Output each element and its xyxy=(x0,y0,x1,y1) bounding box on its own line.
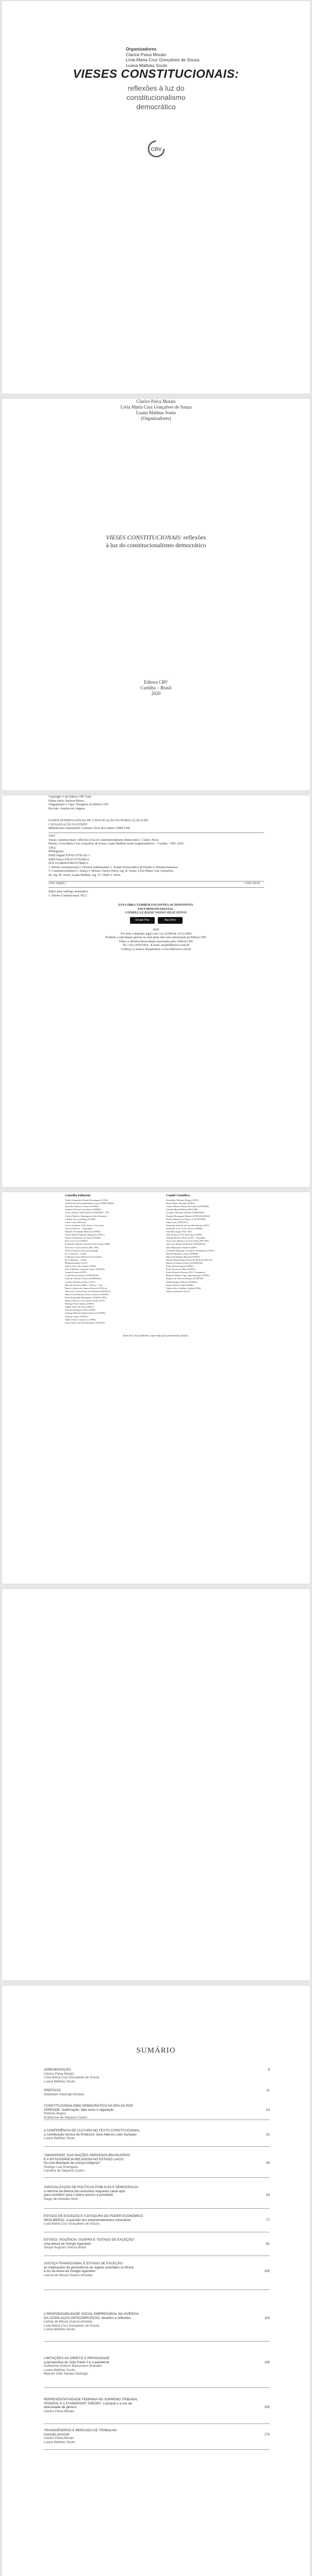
council-page xyxy=(2,1192,310,1584)
council-member: Fernando Antônio de Carvalho Dantas (UFG) xyxy=(166,1224,210,1227)
toc-divider xyxy=(44,2387,270,2388)
cataloging-line: Bibliografia xyxy=(48,850,63,854)
footer-line: Foi feito o depósito legal conf. Lei 10.994 de 14/12/2004 xyxy=(120,932,192,936)
toc-title-text: diversidade de gênero xyxy=(44,2405,77,2410)
toc-entry-title xyxy=(44,2269,270,2274)
toc-author: Lívia Maria Cruz Gonçalves de Souza xyxy=(44,2222,100,2226)
toc-entry-title xyxy=(44,2108,270,2112)
toc-entry-title xyxy=(44,2193,270,2197)
toc-title-text: JUDICIALIZAÇÃO DE POLÍTICAS PÚBLICAS E DEMOCRACIA: xyxy=(44,2185,139,2189)
toc-author: Letícia de Moura Soares Almeida xyxy=(44,2273,93,2277)
toc-entry-title xyxy=(44,2429,270,2433)
toc-author: Clarice Paiva Morais xyxy=(44,2409,74,2413)
cataloging-line: ISBN Digital 978-65-5578-102-1 xyxy=(48,854,90,857)
toc-entry[interactable] xyxy=(44,2214,270,2226)
cataloging-line: 5. Constitucionalismo 6. Justiça I. Morais, Clarice Paiva, org. II. Souza, Lívia Maria Cruz Gonçalves xyxy=(48,870,174,873)
council-member: de La Havana – Cuba) xyxy=(65,1252,87,1255)
footer-line: Proibida a reprodução parcial ou total desta obra sem autorização da Editora CRV xyxy=(105,936,207,940)
council-member: Wilson Steinmetz (UCS) xyxy=(166,1290,190,1293)
toc-entry-title xyxy=(44,2218,270,2223)
index-line: Índice para catálogo sistemático xyxy=(48,890,89,893)
toc-title-text: ESTADO DE EXCEÇÃO E A DITADURA DO PODER ECONÔMICO xyxy=(44,2214,143,2218)
council-member: Guillermo Arias Beatón (Universidade xyxy=(65,1255,102,1258)
toc-page-number: 31 xyxy=(266,2132,270,2137)
toc-entry-title xyxy=(44,2357,270,2361)
cover-page xyxy=(2,1,310,394)
council-member: Andréia da Silva Quintanilha Sousa (UNIR/UFRN) xyxy=(65,1202,114,1205)
toc-entry-title xyxy=(44,2242,270,2246)
council-member: Três de Febrero – Argentina) xyxy=(65,1227,93,1230)
council-member: Rogério de Oliveira Borges (UNIFOR) xyxy=(166,1277,203,1280)
toc-divider xyxy=(44,2341,270,2342)
toc-page-number: 105 xyxy=(264,2269,270,2274)
scientific-heading: Comitê Científico: xyxy=(166,1194,191,1197)
council-member: Carlos Alberto Vilar Estêvão (UMINHO – PT) xyxy=(65,1211,109,1214)
toc-title-text: VERDADE: reafirmação, fake news e regulação xyxy=(44,2108,114,2112)
toc-page-number: 173 xyxy=(264,2432,270,2436)
council-member: Carlos Federico Dominguez Avila (Unieuro) xyxy=(65,1214,107,1217)
toc-title-text: REPRESENTATIVIDADE FEMININA NO SUPREMO TRIBUNAL xyxy=(44,2398,138,2401)
council-member: Maria Cristina dos Santos Bezerra (UFSCar) xyxy=(65,1286,108,1290)
council-member: Daniela Menengoti Ribeiro (UNICESUMAR) xyxy=(166,1214,210,1217)
council-member: Sandra Regina Martini (UFRGS) xyxy=(166,1280,198,1283)
toc-entry[interactable] xyxy=(44,2429,270,2444)
council-member: Pedro Pulzatto Peruzzo (PUC-Campinas) xyxy=(166,1271,205,1274)
council-member: Lídia de Oliveira Xavier (UNIEURO) xyxy=(65,1277,101,1280)
book-subtitle xyxy=(2,83,310,111)
council-member: Maria Lília Imbiriba Sousa Colares (UNOPA) xyxy=(65,1293,109,1296)
summary-page xyxy=(2,1986,310,2576)
toc-page-number: 115 xyxy=(264,2316,270,2320)
toc-entry[interactable] xyxy=(44,2357,270,2376)
toc-entry-title xyxy=(44,2361,270,2365)
cataloging-line: V667 xyxy=(48,835,56,838)
title-rest: : reflexões xyxy=(180,534,206,541)
footer-year: 2020 xyxy=(153,928,159,931)
toc-title-text: a reforma da defesa dos excluídos enquanto canal apto xyxy=(44,2189,125,2193)
council-member: Josania Portela (UFPI) xyxy=(65,1271,87,1274)
title-italic: VIESES CONSTITUCIONAIS xyxy=(106,534,180,541)
toc-page-number: 91 xyxy=(266,2242,270,2246)
toc-page-number: 77 xyxy=(266,2218,270,2222)
cataloging-line: 1. Direito constitucional 2. Direitos fundamentais 3. Estado Democrático de Direito 4. Direitos humanos xyxy=(48,866,178,869)
toc-title-text: à luz da teoria de Giorgio Agamben xyxy=(44,2269,96,2274)
organizers-heading: Organizadores xyxy=(126,46,157,52)
council-member: Valéria Silva Galdino Cardin (UEM) xyxy=(166,1286,201,1290)
toc-title-text: inserção possível xyxy=(44,2432,70,2436)
toc-title-text: A RESPONSABILIDADE SOCIAL EMPRESARIAL NA VIVÊNCIA xyxy=(44,2312,139,2316)
toc-title-text: FEDERAL E A STANDPOINT THEORY: o porquê e a vez da xyxy=(44,2401,132,2405)
toc-entry-title xyxy=(44,2133,270,2137)
toc-title-text: DA LEGISLAÇÃO ANTICORRUPÇÃO: desafios e reflexões xyxy=(44,2316,131,2320)
copyright-line: Diagramação e Capa: Designers da Editora CRV xyxy=(48,803,109,807)
footer-line: Todos os direitos desta edição reservados pela: Editora CRV xyxy=(119,940,193,943)
council-footnote: Este livro foi avaliado e aprovado por pareceristas ad hoc. xyxy=(123,1334,189,1337)
app-store-button[interactable]: App Store xyxy=(158,917,183,924)
title-page-title xyxy=(2,534,310,549)
toc-author: Diego de Almeida Silva xyxy=(44,2197,78,2201)
toc-entry-title xyxy=(44,2158,270,2162)
council-member: Elione Maria Nogueira Diogenes (UFAL) xyxy=(65,1233,105,1236)
toc-entry-title xyxy=(44,2190,270,2194)
toc-entry[interactable] xyxy=(44,2398,270,2413)
council-member: Julia Maurmann Ximenes (IDP) xyxy=(166,1246,197,1249)
organizer-name: Clarice Paiva Morais xyxy=(126,52,166,57)
cataloging-record xyxy=(48,835,264,878)
toc-entry-title xyxy=(44,2089,270,2093)
toc-author: Luana Mathias Souto xyxy=(44,2079,75,2083)
council-member: Leonel Severo Rocha (UNISINOS) xyxy=(65,1274,99,1277)
toc-entry-title xyxy=(44,2433,270,2437)
toc-author: Roberto Bagno xyxy=(44,2112,66,2116)
council-member: Marília Montenegro Pessoa de Mello (UNICAP) xyxy=(166,1258,212,1261)
scientific-committee xyxy=(166,1194,215,1293)
title-line-2: à luz do constitucionalismo democrático xyxy=(106,541,206,549)
title-page-organizers xyxy=(2,399,310,421)
council-member: Joaquín Herrera Flores (UPO – Espanha) xyxy=(166,1236,205,1240)
toc-author: Luana Mathias Souto xyxy=(44,2328,75,2332)
toc-entry-title xyxy=(44,2129,270,2133)
editorial-council xyxy=(65,1194,114,1325)
promo-line: EM FORMATO DIGITAL. xyxy=(138,907,174,911)
council-member: Patrícia Kettermann (UFPel) xyxy=(166,1265,193,1268)
council-member: Élsio José Corá (UFFS) xyxy=(65,1240,88,1243)
toc-title-text: APRESENTAÇÃO xyxy=(44,2068,71,2072)
cdd-code: CDD 342.81 xyxy=(244,882,260,885)
council-member: Sérgio Nunes de Jesus (IFRO) xyxy=(65,1306,94,1309)
organizer-name: Lívia Maria Cruz Gonçalves de Souza xyxy=(126,57,200,62)
store-badges xyxy=(130,917,183,924)
logo-text: CRV xyxy=(151,147,162,152)
council-member: Celso Conti (UFSCar) xyxy=(65,1221,87,1224)
toc-entry-title xyxy=(44,2262,270,2266)
toc-title-text: há uma liberdade de crença indígena? xyxy=(44,2161,101,2165)
book-title: VIESES CONSTITUCIONAIS: xyxy=(73,67,239,80)
toc-entry[interactable] xyxy=(44,2104,270,2120)
toc-page-number: 139 xyxy=(264,2360,270,2364)
toc-entry[interactable] xyxy=(44,2068,270,2083)
toc-title-text: LIMITAÇÕES AO DIREITO À PRIVACIDADE: xyxy=(44,2357,110,2360)
toc-author: Guilherme Antônio Balzumann Brandão xyxy=(44,2364,102,2368)
toc-title-text: CONSTITUCIONALISMO DEMOCRÁTICO NA ERA DA PÓS xyxy=(44,2104,133,2108)
council-member: Manuel Munhoz Caleiro (FDSM) xyxy=(166,1252,198,1255)
subtitle-line: democrático xyxy=(136,103,176,111)
council-member: Carlos Alberto Simões de Tomaz (UNAERP) xyxy=(166,1205,209,1208)
toc-divider xyxy=(44,2146,270,2147)
footer-line: Tel.: (41) 3039-6418 - E-mail: sac@editoracrv.com.br xyxy=(122,944,190,947)
toc-entry-title xyxy=(44,2154,270,2158)
cover-organizers xyxy=(126,46,200,68)
title-page xyxy=(2,399,310,790)
toc-entry[interactable] xyxy=(44,2185,270,2201)
toc-entry-title xyxy=(44,2266,270,2270)
publisher-info xyxy=(2,680,310,697)
toc-title-text: a perspectiva de João Paulo II e a pandemia xyxy=(44,2360,109,2364)
subtitle-line: constitucionalismo xyxy=(126,93,186,101)
toc-entry[interactable] xyxy=(44,2312,270,2332)
google-play-button[interactable]: Google Play xyxy=(130,917,155,924)
promo-line: CONHEÇA E BAIXE NOSSO APLICATIVO! xyxy=(125,911,187,915)
council-member: José Carlos Moreira da Silva Filho (PUCRS) xyxy=(166,1240,209,1243)
council-member: Fernando Antônio Gonçalves Alcoforado (IPB) xyxy=(65,1243,110,1246)
council-member: de La Havana – Cuba) xyxy=(65,1258,87,1261)
council-member: Helmuth Krüger (UCP) xyxy=(65,1261,88,1264)
council-member: Sydione Santos (UEPG) xyxy=(65,1315,88,1318)
council-member: Tadeu Oliver Gonçalves (UFPA) xyxy=(65,1318,96,1321)
toc-entry-title xyxy=(44,2316,270,2320)
council-member: Maria de Lourdes Pinto de Almeida (UNOESC) xyxy=(65,1290,111,1293)
toc-title-text: uma leitura de Giorgio Agamben xyxy=(44,2242,91,2246)
toc-author: Lívia Maria Cruz Gonçalves de Souza xyxy=(44,2076,100,2080)
toc-page-number: 11 xyxy=(266,2089,270,2092)
toc-title-text: NEOLIBERAL: a questão dos empreendimentos minerários xyxy=(44,2218,131,2222)
toc-entry-title xyxy=(44,2398,270,2402)
council-member: Aldira Guimarães Duarte Domínguez (UNB) xyxy=(65,1199,108,1202)
toc-page-number: 9 xyxy=(268,2068,270,2072)
council-member: Sérgio Pastore Vidal (FURG) xyxy=(166,1283,194,1286)
cataloging-line: ISBN Físico 978-65-5578-082-6 xyxy=(48,858,89,861)
council-member: Leonardo Henrique Gonçalves de Siqueira (UFPA) xyxy=(166,1249,215,1252)
toc-entry[interactable] xyxy=(44,2262,270,2277)
organizer-name: Luana Mathias Souto xyxy=(136,410,176,415)
toc-author: Sébastien Kiwonghi Bizawu xyxy=(44,2092,85,2096)
publisher-name: Editora CRV xyxy=(144,680,168,685)
council-member: Renato Francisco dos Santos Paula (UFG) xyxy=(65,1299,105,1302)
toc-entry-title xyxy=(44,2405,270,2410)
toc-title-text: para contribuir para o pleno acesso à jurisdição xyxy=(44,2193,113,2197)
toc-entry[interactable] xyxy=(44,2129,270,2141)
council-member: Alexandre Walmott Borges (UFU) xyxy=(166,1199,199,1202)
cataloging-line: Bibliotecária responsável: Luzenira Alves dos Santos CRB9/1506 xyxy=(48,827,130,831)
copyright-line: Copyright © da Editora CRV Ltda. xyxy=(48,795,92,799)
index-line: 1. Direito Constitucional 342.3 xyxy=(48,894,87,897)
toc-entry[interactable] xyxy=(44,2089,270,2096)
copyright-header xyxy=(48,795,109,811)
publisher-year: 2020 xyxy=(151,691,161,696)
divider xyxy=(48,887,264,888)
toc-divider xyxy=(44,2177,270,2178)
toc-title-text: as implicações da persistência do regime autoritário no Brasil xyxy=(44,2265,134,2269)
digital-promo xyxy=(2,904,310,916)
toc-entry-title xyxy=(44,2402,270,2406)
toc-author: Carolina de Siqueira Castro xyxy=(44,2169,85,2173)
toc-title-text: JUSTIÇA TRANSICIONAL E ESTADO DE EXCEÇÃO: xyxy=(44,2262,123,2265)
council-member: Bruno Rotta Almeida (UFPel) xyxy=(166,1202,195,1205)
toc-author: Sérgio Augusto Veloso Brasil xyxy=(44,2246,87,2250)
cataloging-line: DADOS INTERNACIONAIS DE CATALOGAÇÃO NA PUBLICAÇÃO (CIP) xyxy=(48,819,148,822)
cataloging-line: CATALOGAÇÃO NA FONTE xyxy=(48,823,88,826)
table-of-contents xyxy=(44,2068,270,2576)
council-member: Raquel Fabiana Lopes Sparemberger (UFRG) xyxy=(166,1274,210,1277)
council-member: Fábio Lins (UNIVALI) xyxy=(166,1221,188,1224)
toc-page-number: 159 xyxy=(264,2405,270,2410)
toc-author: Guilherme de Siqueira Castro xyxy=(44,2115,88,2120)
toc-author: Letícia de Moura Guerra Almeida xyxy=(44,2320,92,2324)
toc-title-text: TRANSGÊNEROS E MERCADO DE TRABALHO: xyxy=(44,2429,118,2432)
council-member: Marcelo Paixão (UFRJ e UTexas – US) xyxy=(65,1283,103,1286)
crv-logo-icon xyxy=(147,140,165,158)
toc-divider xyxy=(44,2449,270,2450)
toc-page-number: 49 xyxy=(266,2161,270,2165)
toc-title-text: a contribuição teórica do Professor José Adércio Leite Sampaio xyxy=(44,2132,137,2137)
council-member: Fernando Cesar Costa Xavier (UFRR) xyxy=(166,1227,203,1230)
toc-entry-title xyxy=(44,2185,270,2190)
council-member: Tania Suely Azevedo Brasileiro (UFOPA) xyxy=(65,1321,105,1324)
systematic-index xyxy=(48,890,88,898)
council-member: Márcia Rodrigues Bertoldi (UFPel) xyxy=(166,1255,200,1258)
cataloging-line: de, org. III. Souto, Luana Mathias, org. IV. Título V. Série. xyxy=(48,873,121,877)
council-member: Jane Berwanger (PUC-RS) xyxy=(166,1230,192,1233)
divider xyxy=(48,881,264,882)
toc-entry-title xyxy=(44,2161,270,2165)
toc-entry-title xyxy=(44,2104,270,2108)
council-member: Paulo Romualdo Hernandes (UNIFAL-MG) xyxy=(65,1296,107,1299)
council-member: Maurício Pedroso Flores (UNISINOS) xyxy=(166,1261,203,1264)
council-member: Jailson Alves dos Santos (UFRJ) xyxy=(65,1265,96,1268)
summary-title: SUMÁRIO xyxy=(136,2046,176,2055)
copyright-line: Revisão: Analista de Línguas xyxy=(48,807,85,810)
publisher-city: Curitiba – Brasil xyxy=(140,685,172,690)
editorial-heading: Conselho Editorial: xyxy=(65,1194,91,1197)
toc-author: Luana Mathias Souto xyxy=(44,2137,75,2141)
council-member: Antônio Pereira Gaio Júnior (UFRRJ) xyxy=(65,1208,101,1211)
toc-author: Lívia Maria Cruz Gonçalves de Souza xyxy=(44,2324,100,2328)
council-member: Cristiano Heineck Schmitt (UNISINOS) xyxy=(166,1211,205,1214)
toc-entry[interactable] xyxy=(44,2238,270,2250)
toc-title-text: ESTADO, VIOLÊNCIA, GUERRA E "ESTADO DE EXCEÇÃO": xyxy=(44,2238,136,2242)
council-member: João Adalberto Campato Junior (UNESP) xyxy=(65,1268,105,1271)
copyright-line: Editor-chefe: Railson Moura xyxy=(48,799,84,803)
council-member: Anselmo Alencar Colares (UFOPA) xyxy=(65,1205,100,1208)
cataloging-line: Vieses constitucionais: reflexões à luz do constitucionalismo democrático / Clarice Paiva xyxy=(48,838,159,842)
council-member: Danilo Rinaldi dos Santos Jr. (UNIVEM) xyxy=(166,1217,206,1221)
toc-entry-title xyxy=(44,2214,270,2218)
legal-footer xyxy=(2,928,310,952)
cataloging-title xyxy=(48,819,148,831)
council-member: Jean-François Yves Deluchey (UFPA) xyxy=(166,1233,202,1236)
toc-page-number: 13 xyxy=(266,2108,270,2112)
council-member: Elizeu Clementino de Souza (UNEB) xyxy=(65,1236,101,1240)
organizer-name: Lívia Maria Cruz Gonçalves de Souza xyxy=(120,404,192,410)
council-member: Gloria Fariñas León (Universidade xyxy=(65,1249,98,1252)
toc-divider xyxy=(44,2208,270,2209)
toc-entry-title xyxy=(44,2068,270,2072)
council-member: Cláudia Maria Barbosa (PUCPR) xyxy=(166,1208,198,1211)
toc-author: Manoel João Sardao Santiago xyxy=(44,2372,88,2376)
toc-title-text: A CONFERÊNCIA DE CULTURA NO TEXTO CONSTITUCIONAL: xyxy=(44,2129,141,2132)
cataloging-line: 128 p. xyxy=(48,846,56,850)
toc-entry-title xyxy=(44,2312,270,2316)
council-member: Simone Rodrigues Pinto (UNB) xyxy=(65,1309,95,1312)
council-member: José Luis Bolzan de Morais (UNISINOS) xyxy=(166,1243,206,1246)
council-member: Lourdes Helena da Silva (UFV) xyxy=(65,1280,95,1283)
toc-author: Luana Mathias Souto xyxy=(44,2440,75,2444)
toc-entry-title xyxy=(44,2238,270,2242)
cataloging-line: DOI 10.24824/978655578082.6 xyxy=(48,862,88,866)
toc-author: Luana Mathias Souto xyxy=(44,2368,75,2372)
toc-entry[interactable] xyxy=(44,2154,270,2173)
organizer-role: (Organizadores) xyxy=(141,416,171,421)
council-member: Rodrigo Pratte-Santos (UFES) xyxy=(65,1302,94,1306)
toc-page-number: 63 xyxy=(266,2193,270,2197)
toc-author: Clarice Paiva Morais xyxy=(44,2436,74,2441)
promo-line: ESTA OBRA TAMBÉM ENCONTRA-SE DISPONÍVEL xyxy=(118,904,194,907)
footer-line: Conheça os nossos lançamentos: www.editoracrv.com.br xyxy=(121,947,191,951)
cataloging-line: Morais, Lívia Maria Cruz Gonçalves de Souza, Luana Mathias Souto (organizadoras) – Curitiba : CRV, 2020. xyxy=(48,842,185,846)
toc-title-text: "AWAKENING" DAS NAÇÕES INDÍGENAS BRASILEIRAS xyxy=(44,2154,130,2157)
organizer-name: Clarice Paiva Morais xyxy=(136,399,176,404)
council-member: Eduardo Fernandes Barbosa (UFMG) xyxy=(65,1230,101,1233)
council-member: Cesar Gerônimo Tello (Univer. Nacional xyxy=(65,1224,104,1227)
toc-title-text: PREFÁCIO xyxy=(44,2089,61,2092)
copyright-page xyxy=(2,795,310,1187)
organizer-name: Luana Mathias Souto xyxy=(126,62,168,68)
toc-author: Rodrigo Luis Rodrigues xyxy=(44,2165,78,2169)
council-member: Francisco Carlos Duarte (PUC-PR) xyxy=(65,1246,98,1249)
toc-title-text: E A INTOLERÂNCIA RELIGIOSA NO ESTADO LAICO: xyxy=(44,2157,124,2161)
cdu-code: CDU 342(81) xyxy=(48,882,66,885)
council-member: Paulo Ferrareze Filho (UNISC) xyxy=(166,1268,196,1271)
council-member: Carmen Tereza Velanga (UNIR) xyxy=(65,1217,96,1221)
council-member: Solange Helena Ximenes-Rocha (UFOPA) xyxy=(65,1312,106,1315)
subtitle-line: reflexões à luz do xyxy=(127,84,185,92)
blank-page xyxy=(2,1589,310,1980)
toc-author: Clarice Paiva Morais xyxy=(44,2072,74,2076)
